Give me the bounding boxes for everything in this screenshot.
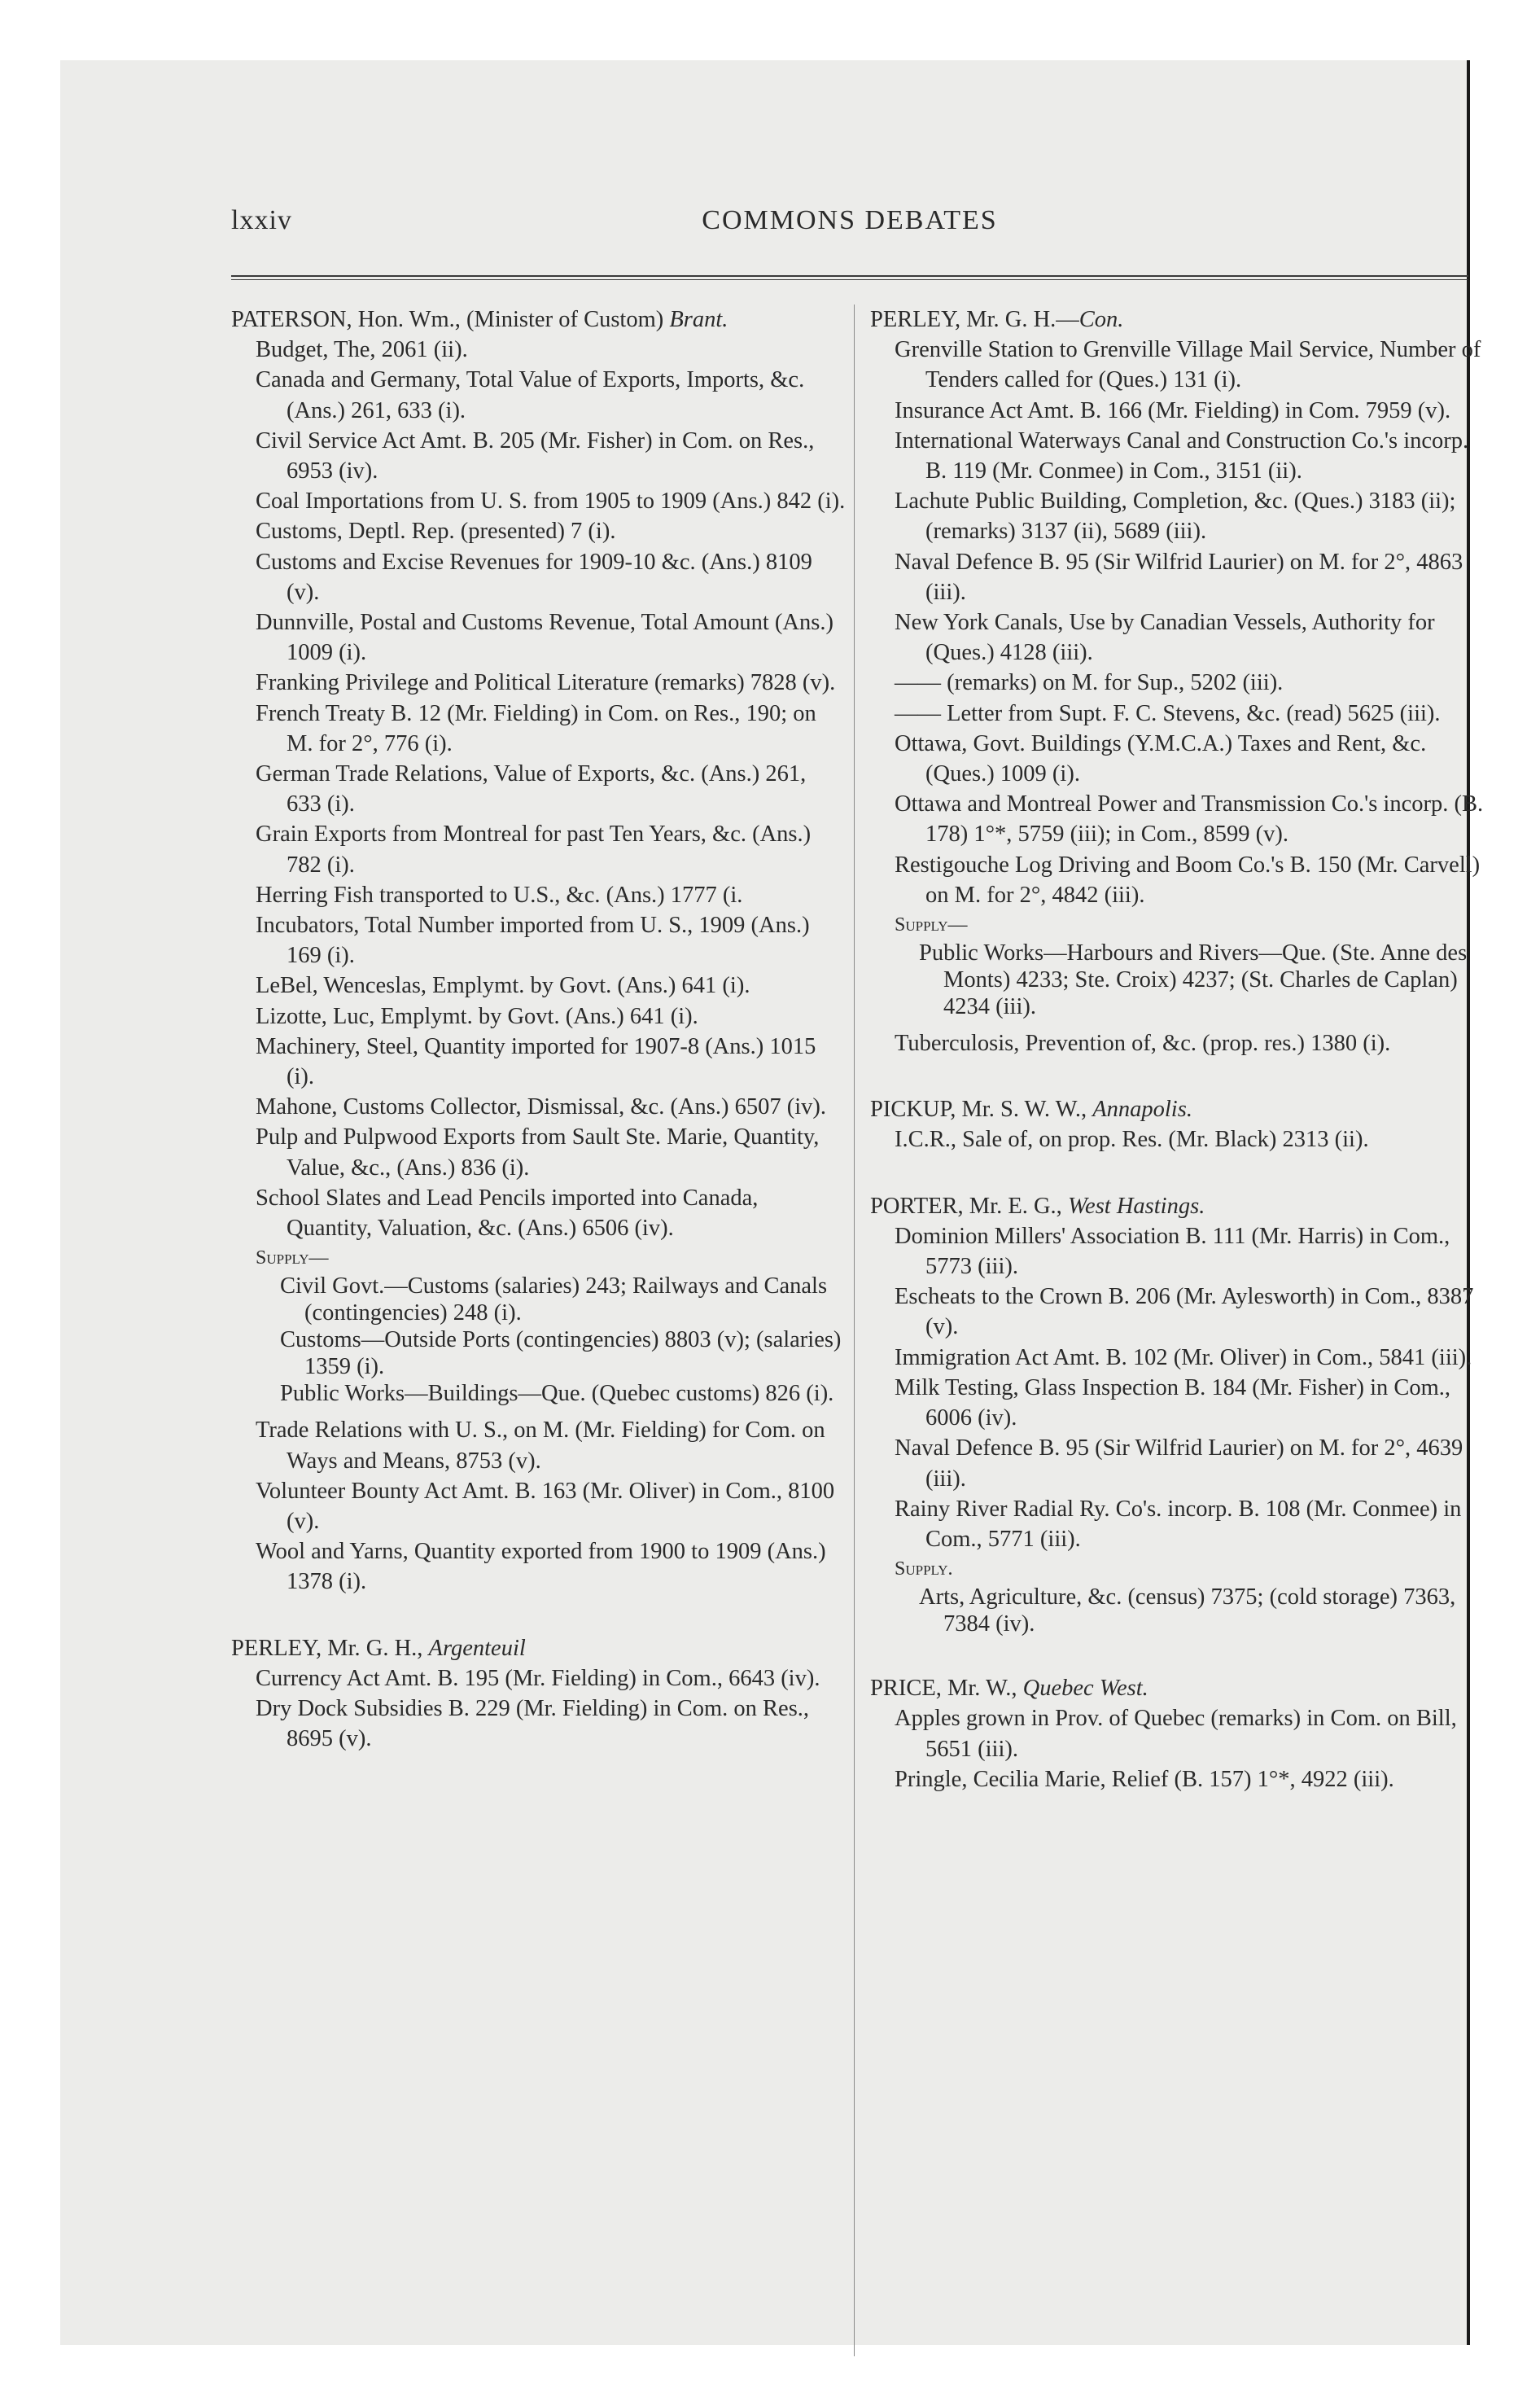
supply-entry: Civil Govt.—Customs (salaries) 243; Railways and Canals (contingencies) 248 (i). — [280, 1273, 828, 1326]
member-heading — [231, 305, 846, 335]
index-entry: Canada and Germany, Total Value of Exports, Imports, &c. (Ans.) 261, 633 (i). — [256, 367, 805, 423]
page-header — [231, 199, 1468, 248]
index-entry: Grenville Station to Grenville Village Mail Service, Number of Tenders called for (Ques.) 131 (i). — [895, 337, 1481, 393]
member-name: PERLEY, Mr. G. H.— — [870, 307, 1079, 332]
index-entry: Dunnville, Postal and Customs Revenue, Total Amount (Ans.) 1009 (i). — [256, 610, 833, 666]
supply-label: Supply— — [895, 914, 968, 936]
folio-number: lxxiv — [231, 205, 292, 235]
supply-entry: Arts, Agriculture, &c. (census) 7375; (cold storage) 7363, 7384 (iv). — [919, 1584, 1456, 1637]
member-name: PORTER, Mr. E. G., — [870, 1193, 1062, 1219]
index-entry: Naval Defence B. 95 (Sir Wilfrid Laurier) on M. for 2°, 4863 (iii). — [895, 549, 1463, 605]
index-entry: —— (remarks) on M. for Sup., 5202 (iii). — [895, 670, 1284, 696]
index-entry: Naval Defence B. 95 (Sir Wilfrid Laurier) on M. for 2°, 4639 (iii). — [895, 1435, 1463, 1492]
index-entry: Dominion Millers' Association B. 111 (Mr. Harris) in Com., 5773 (iii). — [895, 1223, 1450, 1280]
index-entry: —— Letter from Supt. F. C. Stevens, &c. (read) 5625 (iii). — [895, 700, 1441, 726]
index-entry: Herring Fish transported to U.S., &c. (Ans.) 1777 (i. — [256, 882, 743, 908]
running-title: COMMONS DEBATES — [702, 205, 998, 235]
index-entry: Rainy River Radial Ry. Co's. incorp. B. 108 (Mr. Conmee) in Com., 5771 (iii). — [895, 1496, 1462, 1552]
index-entry: Coal Importations from U. S. from 1905 to 1909 (Ans.) 842 (i). — [256, 489, 846, 515]
index-entry: School Slates and Lead Pencils imported into Canada, Quantity, Valuation, &c. (Ans.) 6506 (iv). — [256, 1185, 759, 1242]
index-entry: Restigouche Log Driving and Boom Co.'s B. 150 (Mr. Carvell) on M. for 2°, 4842 (iii). — [895, 852, 1481, 908]
scanned-page — [60, 60, 1484, 2345]
index-entry: Lizotte, Luc, Emplymt. by Govt. (Ans.) 641 (i). — [256, 1003, 698, 1029]
index-entry: Customs, Deptl. Rep. (presented) 7 (i). — [256, 519, 616, 545]
index-entry: Milk Testing, Glass Inspection B. 184 (Mr. Fisher) in Com., 6006 (iv). — [895, 1374, 1451, 1431]
member-perley-continued — [870, 305, 1485, 1058]
column-divider — [854, 305, 855, 2356]
member-pickup — [870, 1094, 1485, 1155]
member-riding: Argenteuil — [428, 1635, 526, 1661]
index-entry: Tuberculosis, Prevention of, &c. (prop. res.) 1380 (i). — [895, 1031, 1391, 1057]
index-entry: Dry Dock Subsidies B. 229 (Mr. Fielding) in Com. on Res., 8695 (v). — [256, 1695, 810, 1752]
member-heading — [870, 1673, 1485, 1703]
member-name: PICKUP, Mr. S. W. W., — [870, 1097, 1087, 1123]
index-entry: I.C.R., Sale of, on prop. Res. (Mr. Black) 2313 (ii). — [895, 1127, 1369, 1153]
supply-entry: Public Works—Harbours and Rivers—Que. (Ste. Anne des Monts) 4233; Ste. Croix) 4237; (St. Charles de Caplan) 4234 (iii). — [919, 940, 1468, 1020]
index-entry: Volunteer Bounty Act Amt. B. 163 (Mr. Oliver) in Com., 8100 (v). — [256, 1478, 835, 1534]
index-entry: Apples grown in Prov. of Quebec (remarks) in Com. on Bill, 5651 (iii). — [895, 1706, 1457, 1762]
index-entry: New York Canals, Use by Canadian Vessels, Authority for (Ques.) 4128 (iii). — [895, 610, 1435, 666]
index-entry: Mahone, Customs Collector, Dismissal, &c. (Ans.) 6507 (iv). — [256, 1094, 827, 1120]
index-entry: Lachute Public Building, Completion, &c. (Ques.) 3183 (ii); (remarks) 3137 (ii), 5689 (iii). — [895, 489, 1456, 545]
member-perley — [231, 1633, 846, 1755]
index-entry: German Trade Relations, Value of Exports, &c. (Ans.) 261, 633 (i). — [256, 761, 807, 817]
member-name: PRICE, Mr. W., — [870, 1676, 1017, 1702]
index-entry: Franking Privilege and Political Literature (remarks) 7828 (v). — [256, 670, 836, 696]
member-heading — [870, 305, 1485, 335]
index-entry: Wool and Yarns, Quantity exported from 1900 to 1909 (Ans.) 1378 (i). — [256, 1539, 826, 1595]
index-entry: Civil Service Act Amt. B. 205 (Mr. Fisher) in Com. on Res., 6953 (iv). — [256, 427, 815, 484]
index-entry: French Treaty B. 12 (Mr. Fielding) in Com. on Res., 190; on M. for 2°, 776 (i). — [256, 700, 816, 756]
index-entry: Ottawa, Govt. Buildings (Y.M.C.A.) Taxes and Rent, &c. (Ques.) 1009 (i). — [895, 730, 1427, 787]
member-riding: Annapolis. — [1092, 1097, 1192, 1123]
index-entry: Insurance Act Amt. B. 166 (Mr. Fielding) in Com. 7959 (v). — [895, 397, 1451, 423]
index-entry: Immigration Act Amt. B. 102 (Mr. Oliver) in Com., 5841 (iii). — [895, 1344, 1472, 1370]
left-column — [231, 305, 846, 1772]
index-entry: Pringle, Cecilia Marie, Relief (B. 157) 1°*, 4922 (iii). — [895, 1766, 1394, 1792]
index-entry: International Waterways Canal and Construction Co.'s incorp. B. 119 (Mr. Conmee) in Com., 3151 (ii). — [895, 427, 1469, 484]
member-heading — [870, 1191, 1485, 1221]
index-entry: Pulp and Pulpwood Exports from Sault Ste. Marie, Quantity, Value, &c., (Ans.) 836 (i). — [256, 1124, 820, 1181]
index-entry: Ottawa and Montreal Power and Transmission Co.'s incorp. (B. 178) 1°*, 5759 (iii); in Com., 8599 (v). — [895, 791, 1484, 848]
index-entry: Budget, The, 2061 (ii). — [256, 337, 468, 363]
index-entry: Escheats to the Crown B. 206 (Mr. Aylesworth) in Com., 8387 (v). — [895, 1284, 1474, 1340]
index-entry: Trade Relations with U. S., on M. (Mr. Fielding) for Com. on Ways and Means, 8753 (v). — [256, 1418, 825, 1474]
member-price — [870, 1673, 1485, 1794]
index-entry: Machinery, Steel, Quantity imported for 1907-8 (Ans.) 1015 (i). — [256, 1033, 816, 1090]
member-riding: West Hastings. — [1067, 1193, 1205, 1219]
header-rule — [231, 275, 1468, 280]
index-entry: Customs and Excise Revenues for 1909-10 &c. (Ans.) 8109 (v). — [256, 549, 812, 605]
member-heading — [870, 1094, 1485, 1124]
index-entry: Incubators, Total Number imported from U. S., 1909 (Ans.) 169 (i). — [256, 913, 810, 969]
index-entry: Currency Act Amt. B. 195 (Mr. Fielding) in Com., 6643 (iv). — [256, 1665, 820, 1691]
right-column — [870, 305, 1485, 1812]
member-porter — [870, 1191, 1485, 1637]
member-riding: Con. — [1078, 307, 1124, 332]
index-entry: LeBel, Wenceslas, Emplymt. by Govt. (Ans.) 641 (i). — [256, 973, 750, 999]
member-riding: Brant. — [669, 307, 728, 332]
member-paterson — [231, 305, 846, 1597]
index-entry: Grain Exports from Montreal for past Ten Years, &c. (Ans.) 782 (i). — [256, 822, 812, 878]
page-content — [231, 199, 1484, 2397]
member-riding: Quebec West. — [1022, 1676, 1148, 1702]
supply-entry: Public Works—Buildings—Que. (Quebec customs) 826 (i). — [280, 1381, 834, 1407]
member-name: PERLEY, Mr. G. H., — [231, 1635, 423, 1661]
supply-label: Supply. — [895, 1558, 953, 1580]
supply-entry: Customs—Outside Ports (contingencies) 8803 (v); (salaries) 1359 (i). — [280, 1327, 842, 1380]
member-name: PATERSON, Hon. Wm., (Minister of Custom) — [231, 307, 664, 332]
supply-label: Supply— — [256, 1247, 329, 1269]
member-heading — [231, 1633, 846, 1663]
